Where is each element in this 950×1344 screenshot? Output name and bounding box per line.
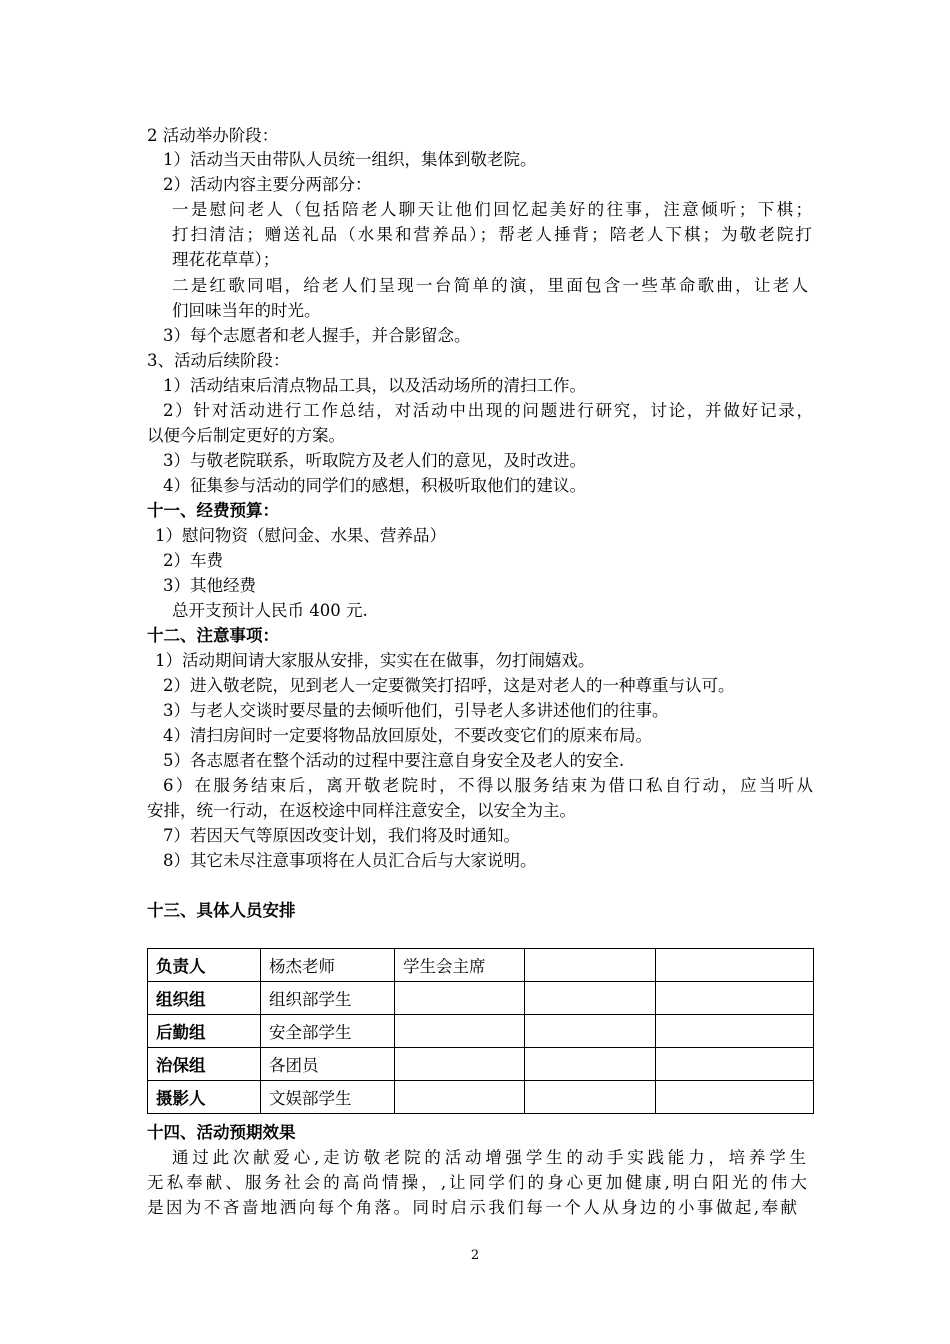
- budget-total: 总开支预计人民币 400 元.: [172, 601, 368, 620]
- phase2-part1-line-2: 打扫清洁；赠送礼品（水果和营养品）；帮老人捶背；陪老人下棋；为敬老院打: [172, 225, 812, 244]
- phase2-heading: 2 活动举办阶段：: [147, 126, 279, 145]
- phase2-item-3: 3）每个志愿者和老人握手，并合影留念。: [163, 326, 471, 345]
- notes-item-7: 7）若因天气等原因改变计划，我们将及时通知。: [163, 826, 520, 845]
- phase3-heading: 3、活动后续阶段：: [147, 351, 290, 370]
- table-cell: 安全部学生: [261, 1015, 395, 1048]
- table-cell: [525, 982, 656, 1015]
- budget-item-2: 2）车费: [163, 551, 223, 570]
- phase3-item-2-line-2: 以便今后制定更好的方案。: [147, 426, 345, 445]
- role-cell: 摄影人: [148, 1081, 261, 1114]
- table-cell: 各团员: [261, 1048, 395, 1081]
- table-cell: [525, 949, 656, 982]
- phase3-item-4: 4）征集参与活动的同学们的感想，积极听取他们的建议。: [163, 476, 586, 495]
- role-cell: 负责人: [148, 949, 261, 982]
- role-cell: 后勤组: [148, 1015, 261, 1048]
- budget-heading: 十一、经费预算：: [147, 501, 279, 520]
- phase2-item-1: 1）活动当天由带队人员统一组织，集体到敬老院。: [163, 150, 537, 169]
- effect-heading: 十四、活动预期效果: [147, 1123, 296, 1142]
- phase3-item-2-line-1: 2）针对活动进行工作总结，对活动中出现的问题进行研究，讨论，并做好记录，: [163, 401, 813, 420]
- page-number: 2: [470, 1248, 480, 1263]
- table-cell: [525, 1081, 656, 1114]
- notes-item-3: 3）与老人交谈时要尽量的去倾听他们，引导老人多讲述他们的往事。: [163, 701, 669, 720]
- phase2-part1-line-3: 理花花草草）；: [172, 250, 280, 269]
- table-cell: 杨杰老师: [261, 949, 395, 982]
- table-cell: [395, 982, 525, 1015]
- notes-heading: 十二、注意事项：: [147, 626, 279, 645]
- table-cell: [656, 1081, 814, 1114]
- table-cell: [395, 1048, 525, 1081]
- table-cell: [656, 1015, 814, 1048]
- table-cell: 组织部学生: [261, 982, 395, 1015]
- phase3-item-3: 3）与敬老院联系，听取院方及老人们的意见，及时改进。: [163, 451, 586, 470]
- table-cell: 学生会主席: [395, 949, 525, 982]
- phase2-part1-line-1: 一是慰问老人（包括陪老人聊天让他们回忆起美好的往事，注意倾听；下棋；: [172, 200, 812, 219]
- table-cell: [656, 982, 814, 1015]
- effect-line-2: 无私奉献、服务社会的高尚情操，,让同学们的身心更加健康,明白阳光的伟大: [147, 1173, 807, 1192]
- phase3-item-1: 1）活动结束后清点物品工具，以及活动场所的清扫工作。: [163, 376, 586, 395]
- table-cell: [656, 1048, 814, 1081]
- budget-item-1: 1）慰问物资（慰问金、水果、营养品）: [155, 526, 446, 545]
- table-row: [148, 949, 814, 982]
- phase2-item-2: 2）活动内容主要分两部分：: [163, 175, 372, 194]
- table-row: [148, 1048, 814, 1081]
- effect-line-1: 通过此次献爱心,走访敬老院的活动增强学生的动手实践能力，培养学生: [172, 1148, 806, 1167]
- staffing-heading: 十三、具体人员安排: [147, 901, 296, 920]
- notes-item-8: 8）其它未尽注意事项将在人员汇合后与大家说明。: [163, 851, 537, 870]
- table-cell: [656, 949, 814, 982]
- staffing-table: [147, 948, 814, 1114]
- budget-item-3: 3）其他经费: [163, 576, 256, 595]
- table-row: [148, 982, 814, 1015]
- phase2-part2-line-2: 们回味当年的时光。: [172, 301, 321, 320]
- table-cell: [395, 1081, 525, 1114]
- table-cell: [395, 1015, 525, 1048]
- table-row: [148, 1015, 814, 1048]
- notes-item-1: 1）活动期间请大家服从安排，实实在在做事，勿打闹嬉戏。: [155, 651, 595, 670]
- notes-item-6-line-2: 安排，统一行动，在返校途中同样注意安全，以安全为主。: [147, 801, 576, 820]
- notes-item-6-line-1: 6）在服务结束后，离开敬老院时，不得以服务结束为借口私自行动，应当听从: [163, 776, 813, 795]
- role-cell: 组织组: [148, 982, 261, 1015]
- table-cell: [525, 1048, 656, 1081]
- phase2-part2-line-1: 二是红歌同唱，给老人们呈现一台简单的演，里面包含一些革命歌曲，让老人: [172, 276, 808, 295]
- table-cell: 文娱部学生: [261, 1081, 395, 1114]
- notes-item-5: 5）各志愿者在整个活动的过程中要注意自身安全及老人的安全.: [163, 751, 625, 770]
- notes-item-4: 4）清扫房间时一定要将物品放回原处，不要改变它们的原来布局。: [163, 726, 652, 745]
- notes-item-2: 2）进入敬老院，见到老人一定要微笑打招呼，这是对老人的一种尊重与认可。: [163, 676, 735, 695]
- table-cell: [525, 1015, 656, 1048]
- role-cell: 治保组: [148, 1048, 261, 1081]
- table-row: [148, 1081, 814, 1114]
- effect-line-3: 是因为不吝啬地洒向每个角落。同时启示我们每一个人从身边的小事做起,奉献: [147, 1198, 797, 1217]
